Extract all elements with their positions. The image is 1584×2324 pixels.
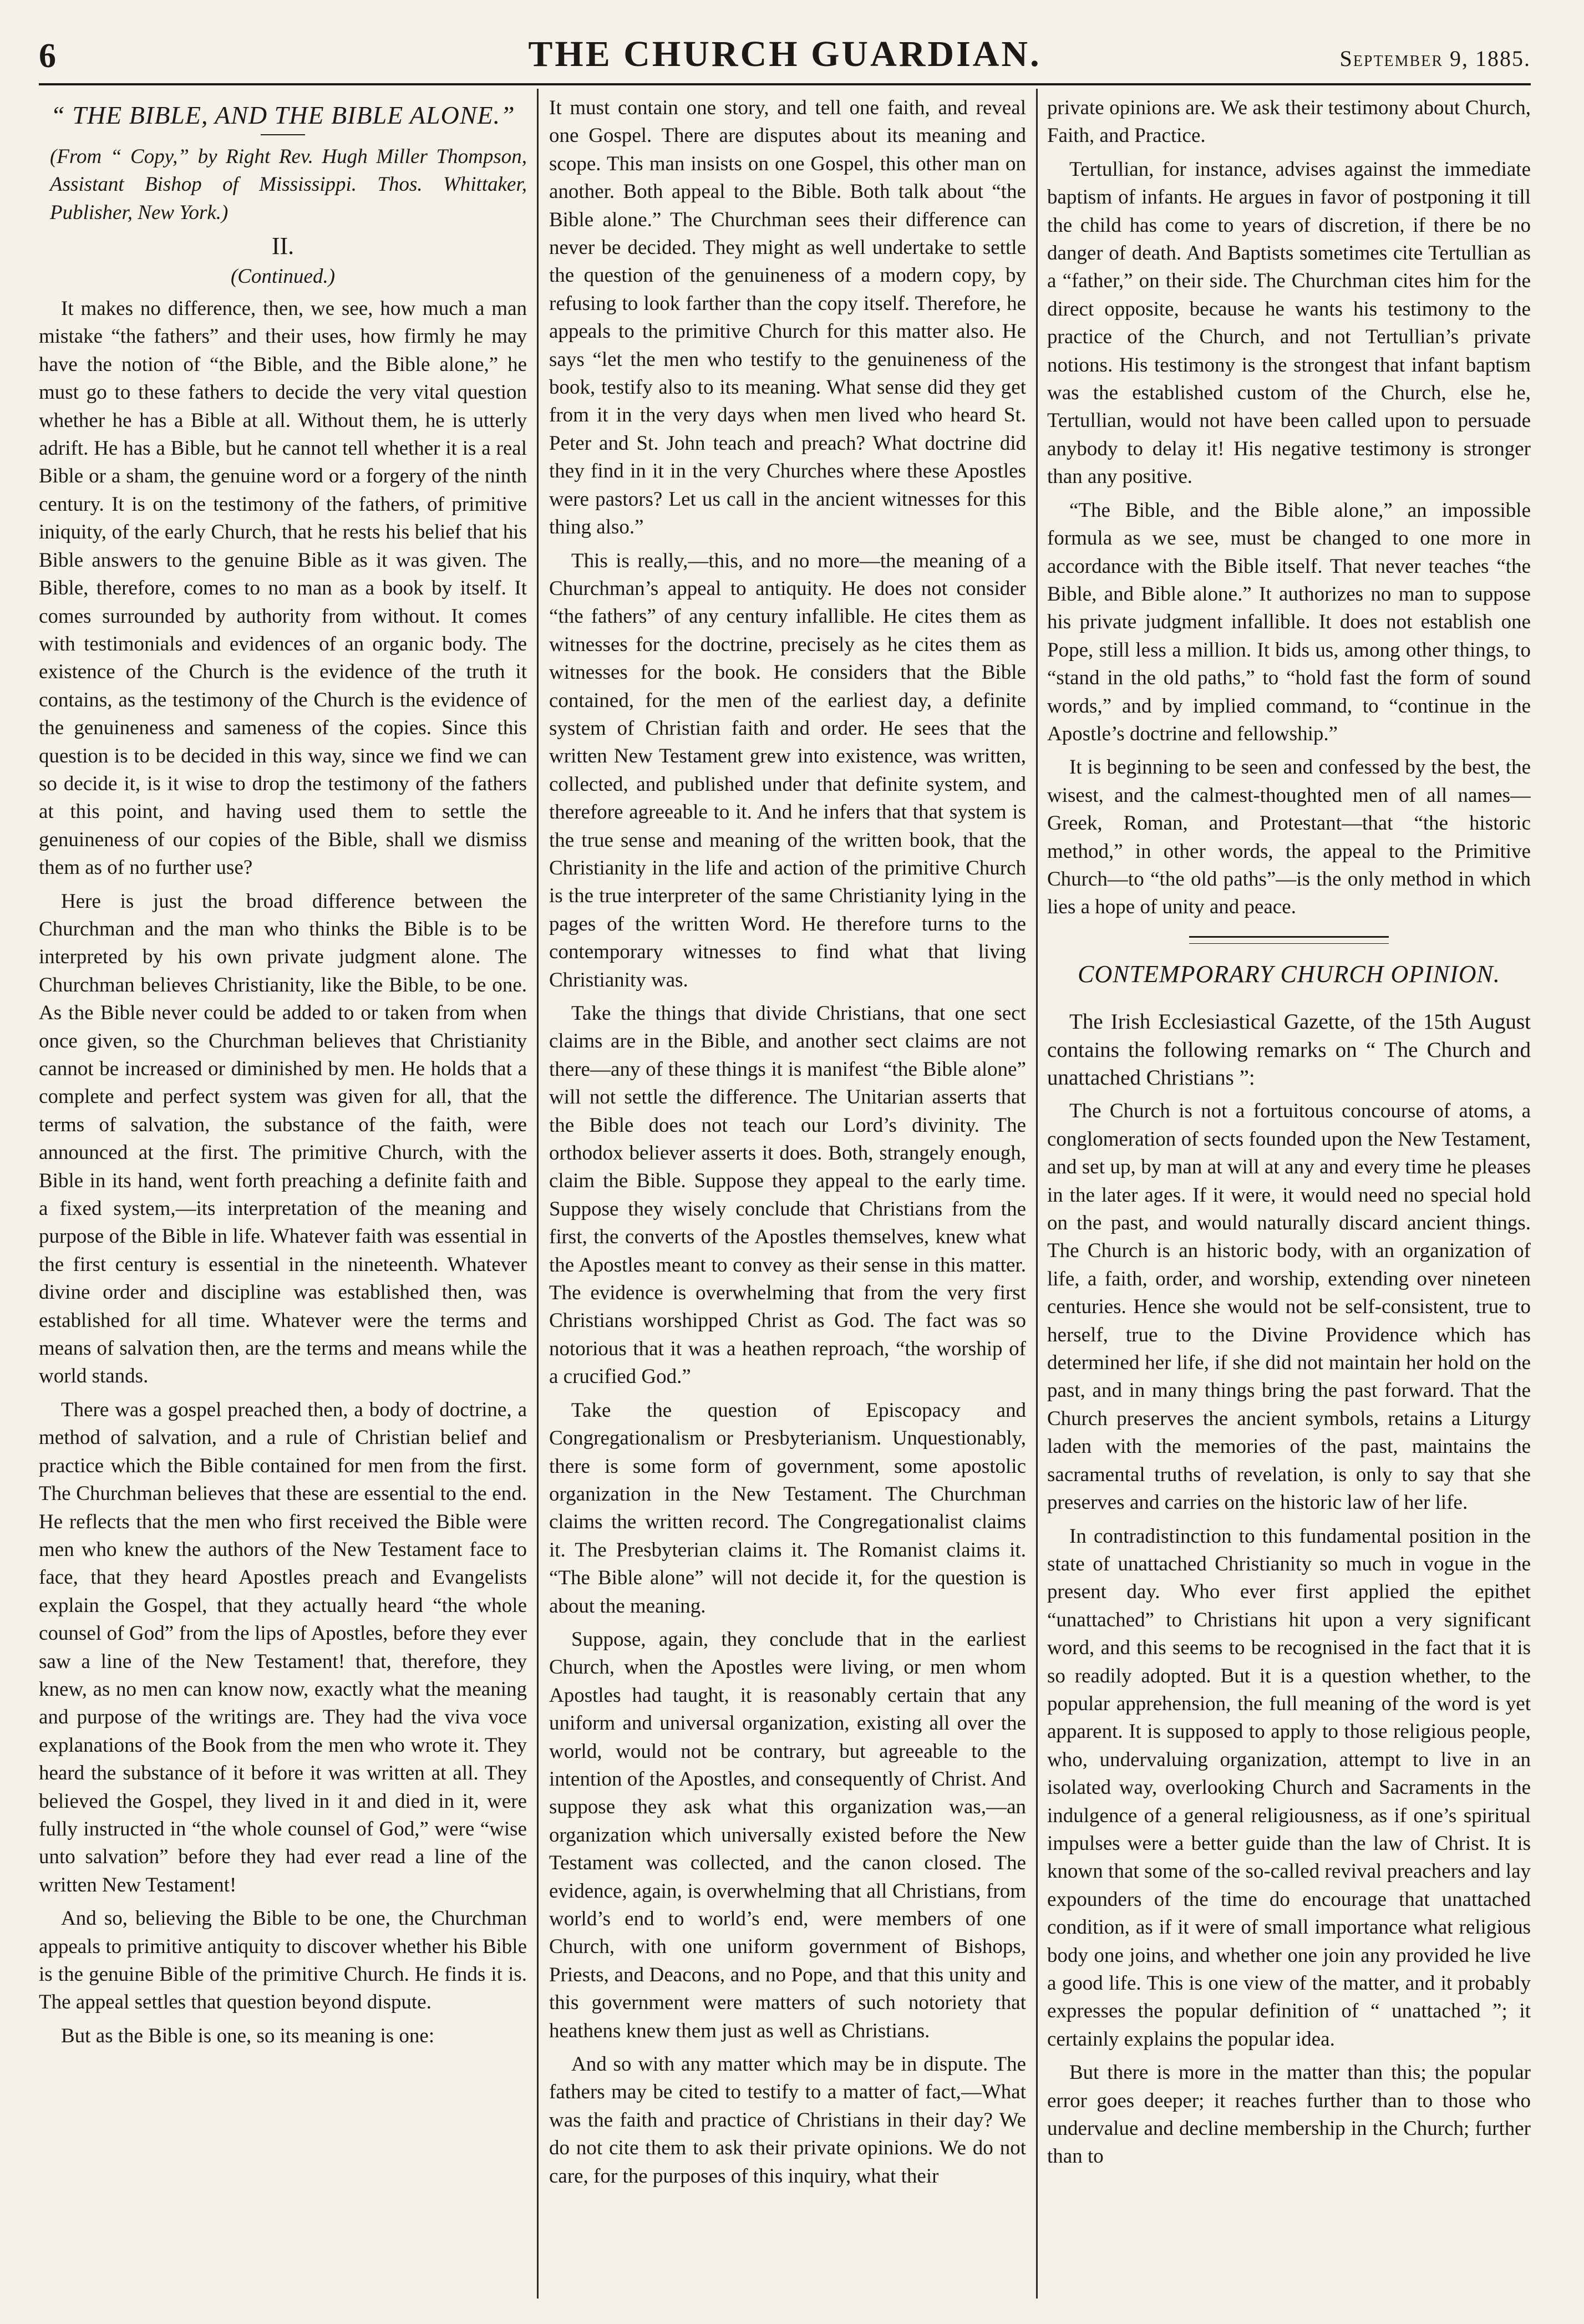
- column-rule: [1036, 89, 1038, 2298]
- column-2: [549, 94, 1026, 2290]
- paragraph: It makes no difference, then, we see, how much a man mistake “the fathers” and their uses, how firmly he may have the notion of “the Bible, and the Bible alone,” he must go to these fathers to decide the very vital question whether he has a Bible at all. Without them, he is utterly adrift. He has a Bible, but he cannot tell whether it is a real Bible or a sham, the genuine word or a forgery of the ninth century. It is on the testimony of the fathers, of primitive iniquity, of the early Church, that he rests his belief that his Bible answers to the genuine Bible as it was given. The Bible, therefore, comes to no man as a book by itself. It comes surrounded by authority from without. It comes with testimonials and evidences of an organic body. The existence of the Church is the evidence of the truth it contains, as the testimony of the Church is the evidence of the genuineness and sameness of the copies. Since this question is to be decided in this way, since we find we can so decide it, is it wise to drop the testimony of the fathers at this point, and having used them to settle the genuineness of our copies of the Bible, shall we dismiss them as of no further use?: [39, 297, 527, 879]
- paragraph: But there is more in the matter than this; the popular error goes deeper; it reaches further than to those who undervalue and decline membership in the Church; further than to: [1047, 2061, 1531, 2168]
- paragraph: But as the Bible is one, so its meaning is one:: [61, 2024, 435, 2047]
- paragraph: Suppose, again, they conclude that in the earliest Church, when the Apostles were living, or men whom Apostles had taught, it is reasonably certain that any uniform and universal organization, existing all over the world, would not be contrary, but agreeable to the intention of the Apostles, and consequently of Christ. And suppose they ask what this organization was,—an organization which universally existed before the New Testament was collected, and the canon closed. The evidence, again, is overwhelming that all Christians, from world’s end to world’s end, were members of one Church, with one uniform government of Bishops, Priests, and Deacons, and no Pope, and that this unity and this government were matters of such notoriety that heathens knew them just as well as Christians.: [549, 1628, 1026, 2042]
- paragraph: In contradistinction to this fundamental position in the state of unattached Christianity so much in vogue in the present day. Who ever first applied the epithet “unattached” to Christians hit upon a very significant word, and this seems to be recognised in the fact that it is so readily adopted. But it is a question whether, to the popular apprehension, the full meaning of the word is yet apparent. It is supposed to apply to those religious people, who, undervaluing organization, attempt to live in an isolated way, overlooking Church and Sacraments in the indulgence of a general religiousness, as if one’s spiritual impulses were a better guide than the law of Christ. It is known that some of the so-called revival preachers and lay expounders of the time do encourage that unattached condition, as if it were of small importance what religious body one joins, and whether one join any provided he live a good life. This is one view of the matter, and it probably expresses the popular definition of “ unattached ”; it certainly explains the popular idea.: [1047, 1524, 1531, 2051]
- newspaper-title: THE CHURCH GUARDIAN.: [528, 34, 1042, 74]
- paragraph: It must contain one story, and tell one faith, and reveal one Gospel. There are disputes about its meaning and scope. This man insists on one Gospel, this other man on another. Both appeal to the Bible. Both talk about “the Bible alone.” The Churchman sees their difference can never be decided. They might as well undertake to settle the question of the genuineness of a modern copy, by refusing to look farther than the copy itself. Therefore, he appeals to the primitive Church for this matter also. He says “let the men who testify to the genuineness of the book, testify also to its meaning. What sense did they get from it in the very days when men lived who heard St. Peter and St. John teach and preach? What doctrine did they find in it in the very Churches where these Apostles were pastors? Let us call in the ancient witnesses for this thing also.”: [549, 96, 1026, 539]
- paragraph: “The Bible, and the Bible alone,” an impossible formula as we see, must be changed to one more in accordance with the Bible itself. That never teaches “the Bible, and Bible alone.” It authorizes no man to suppose his private judgment infallible. It does not establish one Pope, still less a million. It bids us, among other things, to “stand in the old paths,” to “hold fast the form of sound words,” and by implied command, to “continue in the Apostle’s doctrine and fellowship.”: [1047, 499, 1531, 745]
- paragraph: And so, believing the Bible to be one, the Churchman appeals to primitive antiquity to discover whether his Bible is the genuine Bible of the primitive Church. He finds it is. The appeal settles that question beyond dispute.: [39, 1907, 527, 2014]
- column-1: [39, 94, 527, 2290]
- column-3: [1047, 94, 1531, 2290]
- paragraph: There was a gospel preached then, a body of doctrine, a method of salvation, and a rule of Christian belief and practice which the Bible contained for men from the first. The Churchman believes that these are essential to the end. He reflects that the men who first received the Bible were men who knew the authors of the New Testament face to face, that they heard Apostles preach and Evangelists explain the Gospel, that they actually heard “the whole counsel of God” from the lips of Apostles, before they ever saw a line of the New Testament! that, therefore, they knew, as no men can know now, exactly what the meaning and purpose of the writings are. They had the viva voce explanations of the Book from the men who wrote it. They heard the substance of it before it was written at all. They believed the Gospel, they lived in it and died in it, were fully instructed in “the whole counsel of God,” were “wise unto salvation” before they had ever read a line of the written New Testament!: [39, 1398, 527, 1896]
- section-title: CONTEMPORARY CHURCH OPINION.: [1078, 960, 1500, 988]
- article-byline: (From “ Copy,” by Right Rev. Hugh Miller Thompson, Assistant Bishop of Mississippi. Thos. Whittaker, Publisher, New York.): [50, 145, 527, 224]
- paragraph: Tertullian, for instance, advises against the immediate baptism of infants. He argues in favor of postponing it till the child has come to years of discretion, if there be no danger of death. And Baptists sometimes cite Tertullian as a “father,” on their side. The Churchman cites him for the direct opposite, because he wants his testimony to the practice of the Church, and not Tertullian’s private notions. His testimony is the strongest that infant baptism was the established custom of the Church, else he, Tertullian, would not have been called upon to persuade anybody to delay it! His negative testimony is stronger than any positive.: [1047, 157, 1531, 489]
- paragraph: It is beginning to be seen and confessed by the best, the wisest, and the calmest-thoughted men of all names—Greek, Roman, and Protestant—that “the historic method,” in other words, the appeal to the Primitive Church—to “the old paths”—is the only method in which lies a hope of unity and peace.: [1047, 756, 1531, 919]
- title-rule: [261, 134, 305, 135]
- paragraph: Take the question of Episcopacy and Congregationalism or Presbyterianism. Unquestionably, there is some form of government, some apostolic organization in the New Testament. The Churchman claims the written record. The Congregationalist claims it. The Presbyterian claims it. The Romanist claims it. “The Bible alone” will not decide it, for the question is about the meaning.: [549, 1399, 1026, 1618]
- issue-date: September 9, 1885.: [1339, 46, 1531, 71]
- paragraph: Here is just the broad difference between the Churchman and the man who thinks the Bible is to be interpreted by his own private judgment alone. The Churchman believes Christianity, like the Bible, to be one. As the Bible never could be added to or taken from when once given, so the Churchman believes that Christianity cannot be increased or diminished by men. He holds that a complete and perfect system was given for all, that the terms of salvation, the substance of the faith, were announced at the first. The primitive Church, with the Bible in its hand, went forth preaching a definite faith and a fixed system,—its interpretation of the meaning and purpose of the Bible in life. Whatever faith was essential in the first century is essential in the nineteenth. Whatever divine order and discipline was established then, was established for all time. Whatever were the terms and means of salvation then, are the terms and means while the world stands.: [39, 889, 527, 1388]
- column-rule: [537, 89, 539, 2298]
- paragraph: This is really,—this, and no more—the meaning of a Churchman’s appeal to antiquity. He does not consider “the fathers” of any century infallible. He cites them as witnesses for the doctrine, precisely as he cites them as witnesses for the book. He considers that the Bible contained, for the men of the earliest day, a definite system of Christian faith and order. He sees that the written New Testament grew into existence, was written, collected, and published under that definite system, and therefore agreeable to it. And he infers that that system is the true sense and meaning of the written book, that the Christianity in the life and action of the primitive Church is the true interpreter of the same Christianity lying in the pages of the written Word. He therefore turns to the contemporary witnesses to find what that living Christianity was.: [549, 549, 1026, 991]
- paragraph: private opinions are. We ask their testimony about Church, Faith, and Practice.: [1047, 96, 1531, 148]
- page-number: 6: [39, 37, 56, 75]
- paragraph: Take the things that divide Christians, that one sect claims are in the Bible, and another sect claims are not there—any of these things it is manifest “the Bible alone” will not settle the difference. The Unitarian asserts that the Bible does not teach our Lord’s divinity. The orthodox believer asserts it does. Both, strangely enough, claim the Bible. Suppose they appeal to the early time. Suppose they wisely conclude that Christians from the first, the converts of the Apostles themselves, knew what the Apostles meant to convey as their sense in this matter. The evidence is overwhelming that from the very first Christians worshipped Christ as God. The fact was so notorious that it was a heathen reproach, “the worship of a crucified God.”: [549, 1002, 1026, 1389]
- paragraph: And so with any matter which may be in dispute. The fathers may be cited to testify to a matter of fact,—What was the faith and practice of Christians in their day? We do not cite them to ask their private opinions. We do not care, for the purposes of this inquiry, what their: [549, 2053, 1026, 2188]
- paragraph: The Church is not a fortuitous concourse of atoms, a conglomeration of sects founded upon the New Testament, and set up, by man at will at any and every time he pleases in the later ages. If it were, it would need no special hold on the past, and would naturally discard ancient things. The Church is an historic body, with an organization of life, a faith, order, and worship, extending over nineteen centuries. Hence she would not be self-consistent, true to herself, true to the Divine Providence which has determined her life, if she did not maintain her hold on the past, and in many things bring the past forward. That the Church preserves the ancient symbols, retains a Liturgy laden with the memories of the past, maintains the sacramental truths of revelation, is only to say that she preserves and carries on the historic law of her life.: [1047, 1100, 1531, 1514]
- article-title: “ THE BIBLE, AND THE BIBLE ALONE.”: [50, 101, 515, 129]
- masthead: [39, 33, 1531, 85]
- section-intro: The Irish Ecclesiastical Gazette, of the 15th August contains the following remarks on “ The Church and unattached Christians ”:: [1047, 1010, 1531, 1090]
- part-number: II.: [271, 232, 295, 260]
- continued-note: (Continued.): [230, 265, 336, 288]
- section-divider: [1189, 936, 1389, 944]
